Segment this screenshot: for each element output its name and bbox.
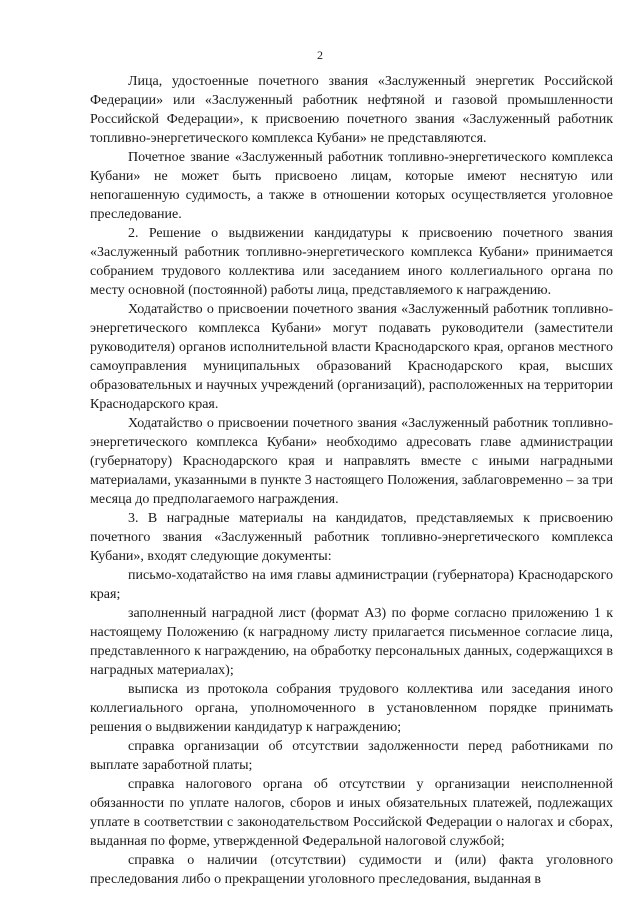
paragraph-petition-addressee: Ходатайство о присвоении почетного звания «Заслуженный работник топливно-энергетического комплекса Кубани» необходимо адресовать главе администрации (губернатору) Краснодарского края и направлять вместе с иными наградными материалами, указанными в пункте 3 настоящего Положения, заблаговременно – за три месяца до предполагаемого награждения. (90, 416, 613, 507)
document-body (90, 72, 613, 889)
paragraph-awarded-persons: Лица, удостоенные почетного звания «Заслуженный энергетик Российской Федерации» или «Заслуженный работник нефтяной и газовой промышленности Российской Федерации», к присвоению почетного звания «Заслуженный работник топливно-энергетического комплекса Кубани» не представляются. (90, 74, 613, 146)
paragraph-nomination-decision: 2. Решение о выдвижении кандидатуры к присвоению почетного звания «Заслуженный работник топливно-энергетического комплекса Кубани» принимается собранием трудового коллектива или заседанием иного коллегиального органа по месту основной (постоянной) работы лица, представляемого к награждению. (90, 226, 613, 298)
paragraph-petition-submitters: Ходатайство о присвоении почетного звания «Заслуженный работник топливно-энергетического комплекса Кубани» могут подавать руководители (заместители руководителя) органов исполнительной власти Краснодарского края, органов местного самоуправления муниципальных образований Краснодарского края, высших образовательных и научных учреждений (организаций), расположенных на территории Краснодарского края. (90, 302, 613, 412)
page-number: 2 (317, 48, 323, 62)
paragraph-criminal-record-restriction: Почетное звание «Заслуженный работник топливно-энергетического комплекса Кубани» не может быть присвоено лицам, которые имеют неснятую или непогашенную судимость, а также в отношении которых осуществляется уголовное преследование. (90, 150, 613, 222)
list-item-protocol-extract: выписка из протокола собрания трудового коллектива или заседания иного коллегиального органа, уполномоченного в установленном порядке принимать решения о выдвижении кандидатур к награждению; (90, 682, 613, 735)
list-item-criminal-record-certificate: справка о наличии (отсутствии) судимости и (или) факта уголовного преследования либо о прекращении уголовного преследования, выданная в (90, 853, 613, 887)
list-item-tax-certificate: справка налогового органа об отсутствии у организации неисполненной обязанности по уплате налогов, сборов и иных обязательных платежей, подлежащих уплате в соответствии с законодательством Российской Федерации о налогах и сборах, выданная по форме, утвержденной Федеральной налоговой службой; (90, 777, 613, 849)
list-item-petition-letter: письмо-ходатайство на имя главы администрации (губернатора) Краснодарского края; (90, 568, 613, 602)
paragraph-award-materials: 3. В наградные материалы на кандидатов, представляемых к присвоению почетного звания «Заслуженный работник топливно-энергетического комплекса Кубани», входят следующие документы: (90, 511, 613, 564)
list-item-award-sheet: заполненный наградной лист (формат А3) по форме согласно приложению 1 к настоящему Положению (к наградному листу прилагается письменное согласие лица, представленного к награждению, на обработку персональных данных, содержащихся в наградных материалах); (90, 606, 613, 678)
list-item-wage-debt-certificate: справка организации об отсутствии задолженности перед работниками по выплате заработной платы; (90, 739, 613, 773)
